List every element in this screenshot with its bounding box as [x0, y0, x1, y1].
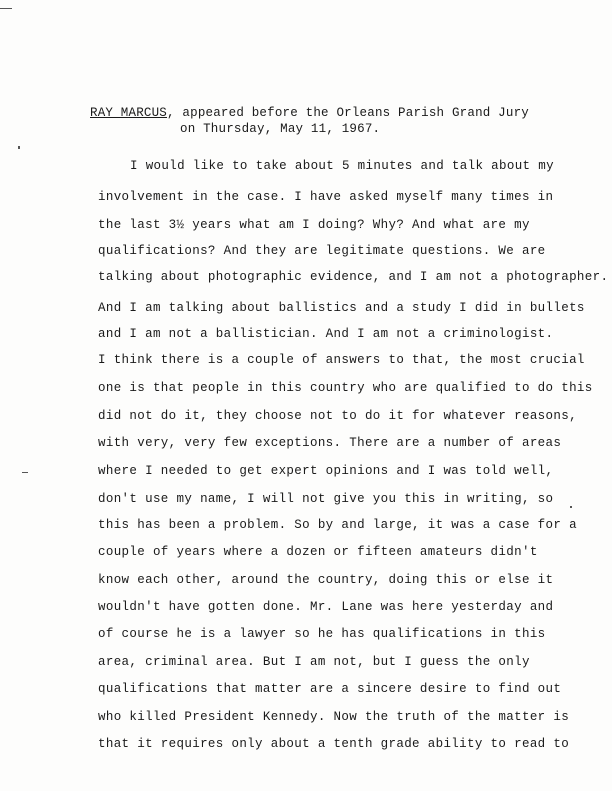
- body-line: involvement in the case. I have asked myself many times in: [98, 190, 554, 204]
- scan-mark: [0, 8, 12, 9]
- body-line: who killed President Kennedy. Now the truth of the matter is: [98, 710, 570, 724]
- body-line: couple of years where a dozen or fifteen amateurs didn't: [98, 545, 538, 559]
- body-line: one is that people in this country who are qualified to do this: [98, 381, 593, 395]
- body-line: I think there is a couple of answers to that, the most crucial: [98, 353, 585, 367]
- body-line: talking about photographic evidence, and I am not a photographer.: [98, 270, 609, 284]
- body-line: know each other, around the country, doing this or else it: [98, 573, 554, 587]
- scan-mark: [570, 506, 572, 508]
- body-line: I would like to take about 5 minutes and talk about my: [130, 159, 554, 173]
- scan-mark: [22, 472, 28, 473]
- body-line: that it requires only about a tenth grade ability to read to: [98, 737, 570, 751]
- body-line: and I am not a ballistician. And I am not a criminologist.: [98, 327, 554, 341]
- document-heading-line2: on Thursday, May 11, 1967.: [180, 122, 381, 136]
- heading-line1-rest: , appeared before the Orleans Parish Grand Jury: [167, 106, 529, 120]
- body-line: this has been a problem. So by and large, it was a case for a: [98, 518, 577, 532]
- body-line: where I needed to get expert opinions and I was told well,: [98, 464, 554, 478]
- body-line: area, criminal area. But I am not, but I guess the only: [98, 655, 530, 669]
- body-line: don't use my name, I will not give you this in writing, so: [98, 492, 554, 506]
- body-line: wouldn't have gotten done. Mr. Lane was here yesterday and: [98, 600, 554, 614]
- scan-mark: [18, 146, 20, 149]
- body-line: with very, very few exceptions. There are a number of areas: [98, 436, 562, 450]
- document-heading-line1: [90, 106, 529, 120]
- body-line: of course he is a lawyer so he has qualifications in this: [98, 627, 546, 641]
- witness-name: RAY MARCUS: [90, 106, 168, 120]
- body-line: qualifications? And they are legitimate questions. We are: [98, 244, 546, 258]
- body-line: And I am talking about ballistics and a study I did in bullets: [98, 301, 585, 315]
- body-line: qualifications that matter are a sincere desire to find out: [98, 682, 562, 696]
- body-line: did not do it, they choose not to do it for whatever reasons,: [98, 409, 577, 423]
- body-line: the last 3½ years what am I doing? Why? And what are my: [98, 218, 530, 232]
